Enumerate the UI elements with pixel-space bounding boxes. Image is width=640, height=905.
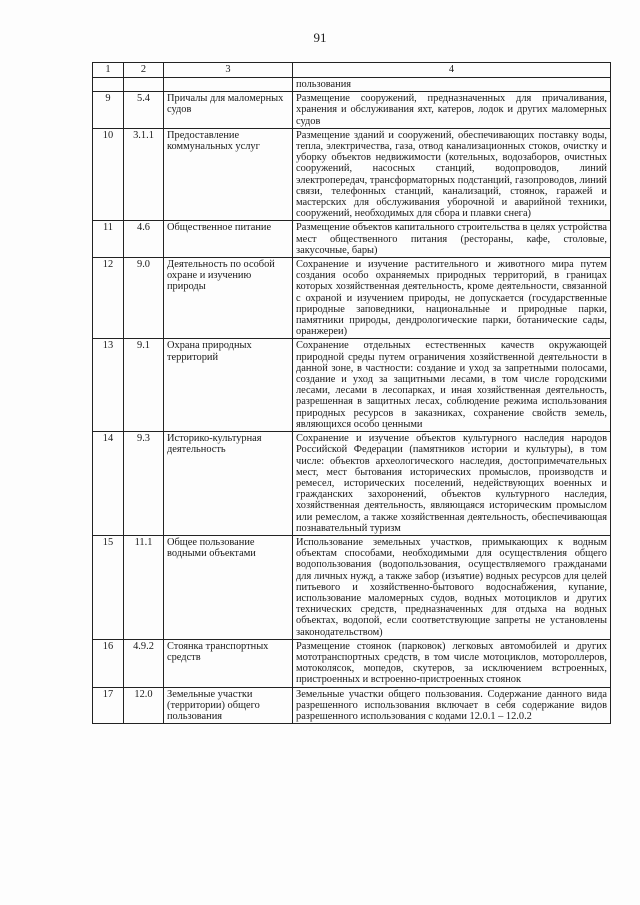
row-name: Деятельность по особой охране и изучению природы <box>164 258 293 339</box>
row-name: Охрана природных территорий <box>164 339 293 432</box>
table-header-row <box>93 63 611 78</box>
row-name: Общее пользование водными объектами <box>164 535 293 639</box>
table-row <box>93 639 611 687</box>
row-description: Земельные участки общего пользования. Содержание данного вида разрешенного использования включает в себя содержание видов разрешенного использования с кодами 12.0.1 – 12.0.2 <box>293 687 611 724</box>
table-row <box>93 128 611 221</box>
row-description: Сохранение и изучение объектов культурного наследия народов Российской Федерации (памятников истории и культуры), в том числе: объектов археологического наследия, достопримечательных мест, мест бытования исторических промыслов, производств и ремесел, исторических поселений, недействующих военных и гражданских захоронений, объектов культурного наследия, хозяйственная деятельность, являющаяся историческим промыслом или ремеслом, а также хозяйственная деятельность, обеспечивающая познавательный туризм <box>293 432 611 536</box>
table-row <box>93 687 611 724</box>
row-code: 9.0 <box>124 258 164 339</box>
header-col-4: 4 <box>293 63 611 78</box>
row-number: 12 <box>93 258 124 339</box>
table-row <box>93 92 611 129</box>
row-description: Использование земельных участков, примыкающих к водным объектам способами, необходимыми для осуществления общего водопользования (водопользования, осуществляемого гражданами для личных нужд, а также забор (изъятие) водных ресурсов для целей питьевого и хозяйственно-бытового водоснабжения, купание, использование маломерных судов, водных мотоциклов и других технических средств, предназначенных для отдыха на водных объектах, водопой, если соответствующие запреты не установлены законодательством) <box>293 535 611 639</box>
row-description: Размещение зданий и сооружений, обеспечивающих поставку воды, тепла, электричества, газа, отвод канализационных стоков, очистку и уборку объектов недвижимости (котельных, водозаборов, очистных сооружений, насосных станций, водопроводов, линий электропередач, трансформаторных подстанций, газопроводов, линий связи, телефонных станций, канализаций, стоянок, гаражей и мастерских для обслуживания уборочной и аварийной техники, сооружений, необходимых для сбора и плавки снега) <box>293 128 611 221</box>
row-code: 3.1.1 <box>124 128 164 221</box>
row-number: 15 <box>93 535 124 639</box>
row-name: Земельные участки (территории) общего пользования <box>164 687 293 724</box>
table-row <box>93 221 611 258</box>
table-row <box>93 339 611 432</box>
header-col-2: 2 <box>124 63 164 78</box>
row-number: 17 <box>93 687 124 724</box>
land-use-table <box>92 62 611 724</box>
row-number: 11 <box>93 221 124 258</box>
table-row <box>93 432 611 536</box>
row-description: Размещение сооружений, предназначенных для причаливания, хранения и обслуживания яхт, катеров, лодок и других маломерных судов <box>293 92 611 129</box>
row-name: Историко-культурная деятельность <box>164 432 293 536</box>
row-code: 9.1 <box>124 339 164 432</box>
row-code: 5.4 <box>124 92 164 129</box>
row-number: 14 <box>93 432 124 536</box>
table-row <box>93 535 611 639</box>
row-name: Общественное питание <box>164 221 293 258</box>
continuation-row <box>93 78 611 92</box>
row-number: 10 <box>93 128 124 221</box>
row-number: 16 <box>93 639 124 687</box>
row-name: Предоставление коммунальных услуг <box>164 128 293 221</box>
continuation-text: пользования <box>293 78 611 92</box>
row-number: 13 <box>93 339 124 432</box>
row-description: Сохранение отдельных естественных качеств окружающей природной среды путем ограничения хозяйственной деятельности в данной зоне, в частности: создание и уход за запретными полосами, создание и уход за защитными лесами, в том числе городскими лесами, лесами в лесопарках, и иная хозяйственная деятельность, разрешенная в защитных лесах, соблюдение режима использования природных ресурсов в заказниках, сохранение свойств земель, являющихся особо ценными <box>293 339 611 432</box>
row-description: Размещение объектов капитального строительства в целях устройства мест общественного питания (рестораны, кафе, столовые, закусочные, бары) <box>293 221 611 258</box>
table-row <box>93 258 611 339</box>
row-code: 9.3 <box>124 432 164 536</box>
page-number: 91 <box>313 30 327 45</box>
row-code: 12.0 <box>124 687 164 724</box>
row-code: 4.9.2 <box>124 639 164 687</box>
row-description: Размещение стоянок (парковок) легковых автомобилей и других мототранспортных средств, в том числе мотоциклов, мотороллеров, мотоколясок, мопедов, скутеров, за исключением встроенных, пристроенных и встроенно-пристроенных стоянок <box>293 639 611 687</box>
header-col-1: 1 <box>93 63 124 78</box>
row-name: Стоянка транспортных средств <box>164 639 293 687</box>
header-col-3: 3 <box>164 63 293 78</box>
row-code: 4.6 <box>124 221 164 258</box>
row-description: Сохранение и изучение растительного и животного мира путем создания особо охраняемых природных территорий, в границах которых хозяйственная деятельность, кроме деятельности, связанной с охраной и изучением природы, не допускается (государственные природные заповедники, национальные и природные парки, памятники природы, дендрологические парки, ботанические сады, оранжереи) <box>293 258 611 339</box>
row-code: 11.1 <box>124 535 164 639</box>
row-name: Причалы для маломерных судов <box>164 92 293 129</box>
row-number: 9 <box>93 92 124 129</box>
